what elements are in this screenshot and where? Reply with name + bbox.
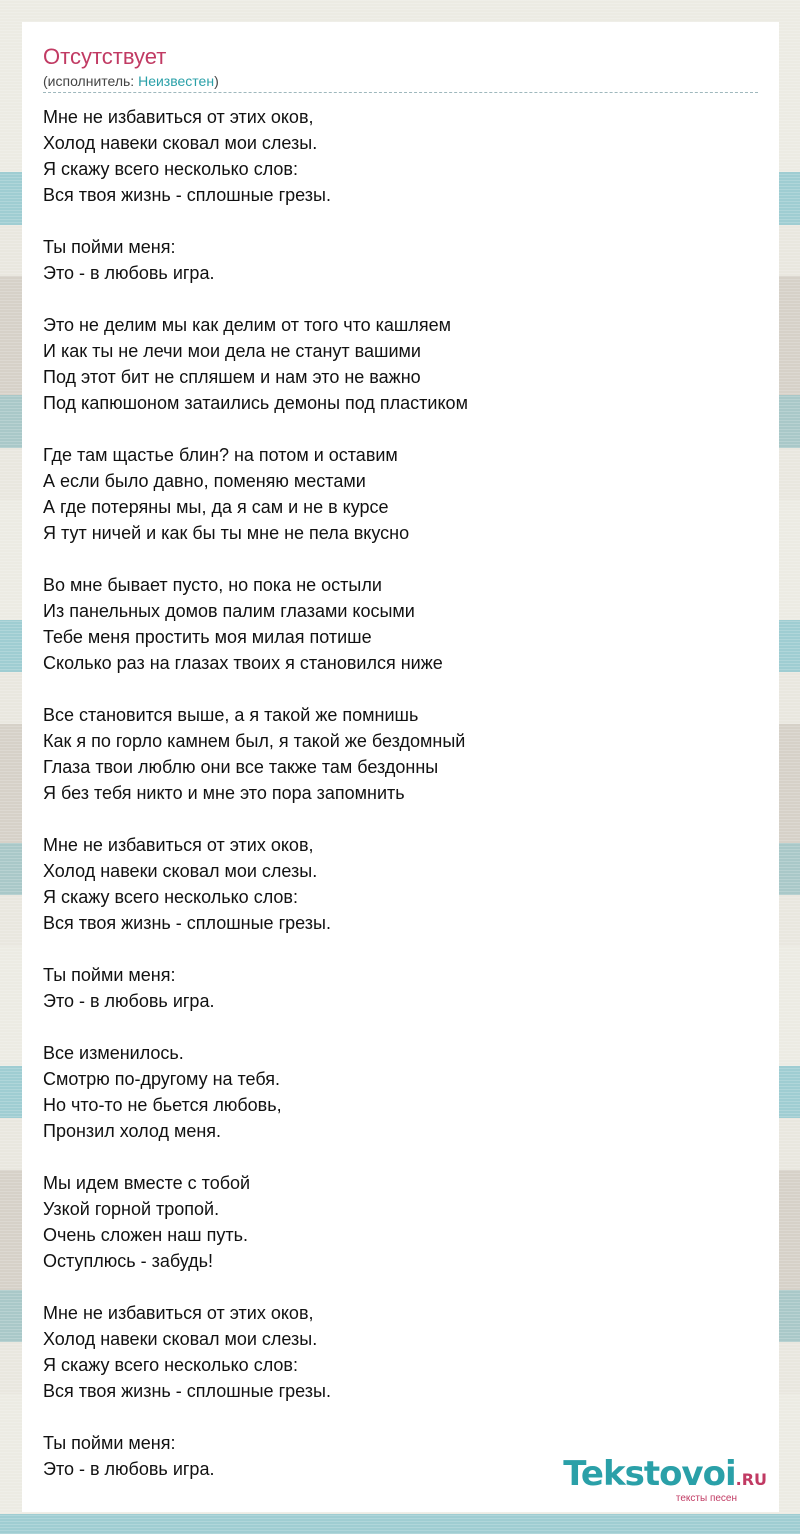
lyric-line: Я без тебя никто и мне это пора запомнить: [43, 783, 405, 803]
lyric-line: Мне не избавиться от этих оков,: [43, 835, 314, 855]
lyric-line: Я скажу всего несколько слов:: [43, 887, 298, 907]
lyric-line: Все изменилось.: [43, 1043, 184, 1063]
lyric-line: А если было давно, поменяю местами: [43, 471, 366, 491]
lyric-line: Очень сложен наш путь.: [43, 1225, 248, 1245]
lyric-line: Во мне бывает пусто, но пока не остыли: [43, 575, 382, 595]
performer-line: [43, 73, 219, 89]
performer-link[interactable]: Неизвестен: [138, 73, 215, 89]
song-title: Отсутствует: [43, 44, 167, 69]
lyric-line: Под этот бит не спляшем и нам это не важно: [43, 367, 421, 387]
lyric-line: Ты пойми меня:: [43, 237, 176, 257]
lyric-line: Глаза твои люблю они все также там бездонны: [43, 757, 439, 777]
stanza-gap: [43, 208, 758, 234]
stanza-gap: [43, 1014, 758, 1040]
stanza: [43, 572, 758, 676]
logo-tagline: тексты песен: [675, 1493, 737, 1504]
lyric-line: Вся твоя жизнь - сплошные грезы.: [43, 913, 331, 933]
lyric-line: Тебе меня простить моя милая потише: [43, 627, 372, 647]
lyric-line: Это - в любовь игра.: [43, 991, 215, 1011]
stanza: [43, 832, 758, 936]
stanza: [43, 1040, 758, 1144]
lyric-line: Оступлюсь - забудь!: [43, 1251, 214, 1271]
stanza-gap: [43, 416, 758, 442]
stanza: [43, 962, 758, 1014]
lyric-line: Мне не избавиться от этих оков,: [43, 107, 314, 127]
stanza-gap: [43, 286, 758, 312]
stanza-gap: [43, 1274, 758, 1300]
lyric-line: Все становится выше, а я такой же помнишь: [43, 705, 419, 725]
title-divider: [43, 92, 758, 93]
lyric-line: Я скажу всего несколько слов:: [43, 1355, 298, 1375]
stanza: [43, 104, 758, 208]
lyric-line: Холод навеки сковал мои слезы.: [43, 1329, 318, 1349]
stanza: [43, 702, 758, 806]
lyric-line: Это - в любовь игра.: [43, 263, 215, 283]
lyric-line: Ты пойми меня:: [43, 965, 176, 985]
stanza: [43, 442, 758, 546]
lyric-line: Из панельных домов палим глазами косыми: [43, 601, 415, 621]
logo-brand: [563, 1454, 767, 1497]
stanza-gap: [43, 1144, 758, 1170]
lyrics-card: [22, 22, 779, 1512]
lyric-line: Холод навеки сковал мои слезы.: [43, 861, 318, 881]
stanza-gap: [43, 936, 758, 962]
lyric-line: Я тут ничей и как бы ты мне не пела вкусно: [43, 523, 410, 543]
lyric-line: Узкой горной тропой.: [43, 1199, 220, 1219]
stanza: [43, 312, 758, 416]
stanza: [43, 1170, 758, 1274]
stanza-gap: [43, 546, 758, 572]
stanza-gap: [43, 1404, 758, 1430]
lyrics-text: [43, 104, 758, 1482]
stanza: [43, 234, 758, 286]
lyric-line: А где потеряны мы, да я сам и не в курсе: [43, 497, 389, 517]
lyric-line: Холод навеки сковал мои слезы.: [43, 133, 318, 153]
lyric-line: Где там щастье блин? на потом и оставим: [43, 445, 398, 465]
site-logo[interactable]: [563, 1454, 767, 1504]
lyric-line: Сколько раз на глазах твоих я становился ниже: [43, 653, 443, 673]
lyric-line: Я скажу всего несколько слов:: [43, 159, 298, 179]
lyric-line: Ты пойми меня:: [43, 1433, 176, 1453]
stanza-gap: [43, 806, 758, 832]
lyric-line: Вся твоя жизнь - сплошные грезы.: [43, 185, 331, 205]
lyric-line: Это не делим мы как делим от того что кашляем: [43, 315, 451, 335]
lyric-line: Как я по горло камнем был, я такой же бездомный: [43, 731, 466, 751]
lyric-line: Пронзил холод меня.: [43, 1121, 222, 1141]
lyric-line: Это - в любовь игра.: [43, 1459, 215, 1479]
performer-suffix: ): [214, 73, 219, 89]
logo-brand-name: Tekstovoi: [563, 1454, 736, 1494]
stanza-gap: [43, 676, 758, 702]
logo-tld: .RU: [735, 1470, 767, 1489]
lyric-line: Под капюшоном затаились демоны под пластиком: [43, 393, 468, 413]
lyric-line: И как ты не лечи мои дела не станут вашими: [43, 341, 421, 361]
lyric-line: Мне не избавиться от этих оков,: [43, 1303, 314, 1323]
lyric-line: Смотрю по-другому на тебя.: [43, 1069, 281, 1089]
lyric-line: Вся твоя жизнь - сплошные грезы.: [43, 1381, 331, 1401]
lyric-line: Мы идем вместе с тобой: [43, 1173, 251, 1193]
stanza: [43, 1300, 758, 1404]
performer-prefix: (исполнитель:: [43, 73, 139, 89]
lyric-line: Но что-то не бьется любовь,: [43, 1095, 282, 1115]
